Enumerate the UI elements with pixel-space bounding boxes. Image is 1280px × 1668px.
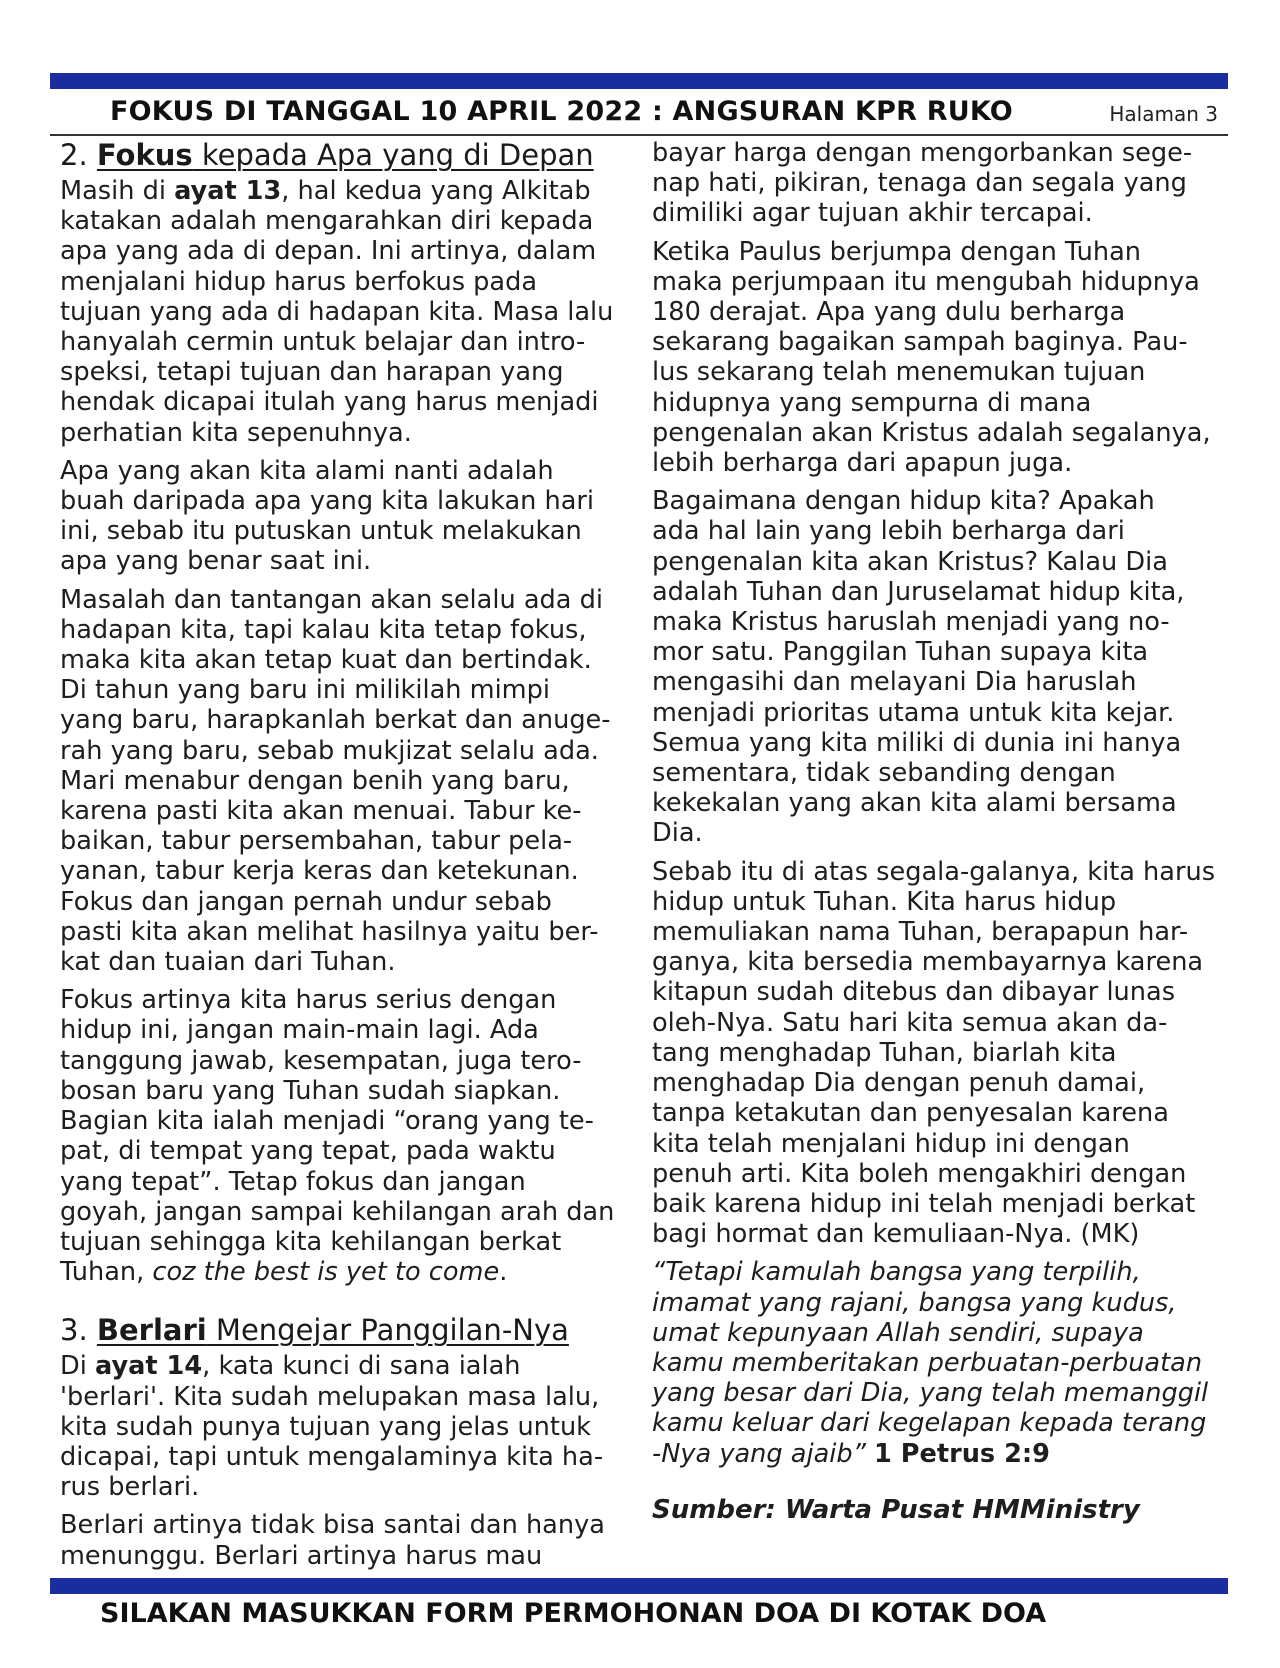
paragraph: bayar harga dengan mengorbankan sege- nap hati, pikiran, tenaga dan segala yang dimiliki agar tujuan akhir tercapai. (652, 138, 1193, 229)
paragraph: Bagaimana dengan hidup kita? Apakah ada hal lain yang lebih berharga dari pengenalan kita akan Kristus? Kalau Dia adalah Tuhan dan Juruselamat hidup kita, maka Kristus haruslah menjadi yang no- mor satu. Panggilan Tuhan supaya kita mengasihi dan melayani Dia haruslah menjadi prioritas utama untuk kita kejar. Semua yang kita miliki di dunia ini hanya sementara, tidak sebanding dengan kekekalan yang akan kita alami bersama Dia. (652, 486, 1185, 849)
paragraph: Di ayat 14, kata kunci di sana ialah 'berlari'. Kita sudah melupakan masa lalu, kita sudah punya tujuan yang jelas untuk dicapai, tapi untuk mengalaminya kita ha- rus berlari. (60, 1351, 604, 1503)
header-title: FOKUS DI TANGGAL 10 APRIL 2022 : ANGSURAN KPR RUKO (110, 96, 1013, 127)
page-header (50, 94, 1228, 136)
paragraph: Sebab itu di atas segala-galanya, kita harus hidup untuk Tuhan. Kita harus hidup memuliakan nama Tuhan, berapapun har- ganya, kita bersedia membayarnya karena kitapun sudah ditebus dan dibayar lunas oleh-Nya. Satu hari kita semua akan da- tang menghadap Tuhan, biarlah kita menghadap Dia dengan penuh damai, tanpa ketakutan dan penyesalan karena kita telah menjalani hidup ini dengan penuh arti. Kita boleh mengakhiri dengan baik karena hidup ini telah menjadi berkat bagi hormat dan kemuliaan-Nya. (MK) (652, 856, 1216, 1250)
bottom-blue-bar (50, 1578, 1228, 1594)
page-number: Halaman 3 (1109, 102, 1218, 126)
section-2-keyword: Fokus (96, 138, 193, 172)
left-column (60, 138, 640, 1579)
italic-phrase: coz the best is yet to come (152, 1257, 500, 1288)
section-2-heading: 2. Fokus kepada Apa yang di Depan (60, 138, 594, 172)
footer-notice: SILAKAN MASUKKAN FORM PERMOHONAN DOA DI KOTAK DOA (100, 1598, 1047, 1629)
scripture-reference: 1 Petrus 2:9 (874, 1438, 1050, 1469)
top-blue-bar (50, 73, 1228, 89)
paragraph: Ketika Paulus berjumpa dengan Tuhan maka perjumpaan itu mengubah hidupnya 180 derajat. Apa yang dulu berharga sekarang bagaikan sampah baginya. Pau- lus sekarang telah menemukan tujuan hidupnya yang sempurna di mana pengenalan akan Kristus adalah segalanya, lebih berharga dari apapun juga. (652, 236, 1211, 479)
section-3-keyword: Berlari (96, 1313, 207, 1348)
section-3-heading: 3. Berlari Mengejar Panggilan-Nya (60, 1313, 569, 1348)
paragraph: Berlari artinya tidak bisa santai dan hanya menunggu. Berlari artinya harus mau (60, 1510, 605, 1571)
source-credit: Sumber: Warta Pusat HMMinistry (652, 1494, 1140, 1525)
paragraph: Masalah dan tantangan akan selalu ada di hadapan kita, tapi kalau kita tetap fokus, maka kita akan tetap kuat dan bertindak. Di tahun yang baru ini milikilah mimpi yang baru, harapkanlah berkat dan anuge- rah yang baru, sebab mukjizat selalu ada. Mari menabur dengan benih yang baru, karena pasti kita akan menuai. Tabur ke- baikan, tabur persembahan, tabur pela- yanan, tabur kerja keras dan ketekunan. Fokus dan jangan pernah undur sebab pasti kita akan melihat hasilnya yaitu ber- kat dan tuaian dari Tuhan. (60, 584, 611, 978)
paragraph: Fokus artinya kita harus serius dengan hidup ini, jangan main-main lagi. Ada tanggung jawab, kesempatan, juga tero- bosan baru yang Tuhan sudah siapkan. Bagian kita ialah menjadi “orang yang te- pat, di tempat yang tepat, pada waktu yang tepat”. Tetap fokus dan jangan goyah, jangan sampai kehilangan arah dan tujuan sehingga kita kehilangan berkat Tuhan, coz the best is yet to come. (60, 985, 615, 1288)
verse-ref: ayat 13 (174, 176, 282, 206)
scripture-quote: “Tetapi kamulah bangsa yang terpilih, imamat yang rajani, bangsa yang kudus, umat kepunyaan Allah sendiri, supaya kamu memberitakan perbuatan-perbuatan yang besar dari Dia, yang telah memanggil kamu keluar dari kegelapan kepada terang -Nya yang ajaib” 1 Petrus 2:9 (652, 1257, 1209, 1469)
verse-ref: ayat 14 (94, 1351, 203, 1382)
right-column (652, 138, 1234, 1525)
paragraph: Apa yang akan kita alami nanti adalah buah daripada apa yang kita lakukan hari ini, sebab itu putuskan untuk melakukan apa yang benar saat ini. (60, 455, 595, 577)
paragraph: Masih di ayat 13, hal kedua yang Alkitab katakan adalah mengarahkan diri kepada apa yang ada di depan. Ini artinya, dalam menjalani hidup harus berfokus pada tujuan yang ada di hadapan kita. Masa lalu hanyalah cermin untuk belajar dan intro- speksi, tetapi tujuan dan harapan yang hendak dicapai itulah yang harus menjadi perhatian kita sepenuhnya. (60, 176, 614, 448)
